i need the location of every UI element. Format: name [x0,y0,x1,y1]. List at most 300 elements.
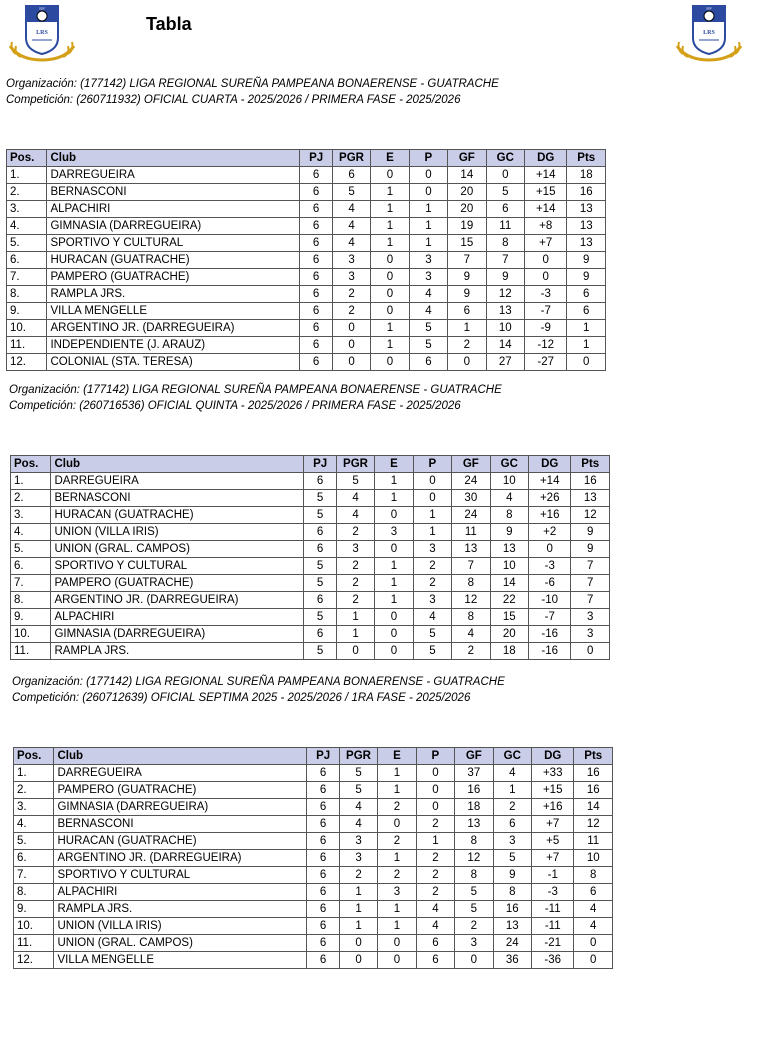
cell-pos: 9. [14,901,54,918]
cell-gc: 16 [493,901,531,918]
section-2-header [9,382,502,414]
table-row [7,167,606,184]
cell-pts: 0 [571,643,610,660]
cell-gf: 16 [455,782,493,799]
cell-p: 6 [409,354,447,371]
column-header-p: P [416,748,454,765]
column-header-gf: GF [448,150,486,167]
cell-pts: 13 [567,218,606,235]
cell-pts: 16 [571,473,610,490]
cell-gc: 10 [490,558,528,575]
column-header-gc: GC [490,456,528,473]
cell-gc: 7 [486,252,524,269]
cell-pj: 6 [300,269,332,286]
cell-dg: -16 [528,643,570,660]
cell-dg: -10 [528,592,570,609]
table-row [7,286,606,303]
cell-pts: 18 [567,167,606,184]
cell-gf: 3 [455,935,493,952]
cell-pos: 1. [7,167,47,184]
cell-gf: 15 [448,235,486,252]
cell-pos: 10. [7,320,47,337]
cell-e: 3 [378,884,416,901]
cell-gf: 0 [448,354,486,371]
column-header-dg: DG [524,150,566,167]
cell-pgr: 4 [339,799,377,816]
cell-gf: 9 [448,269,486,286]
table-row [11,507,610,524]
cell-gf: 6 [448,303,486,320]
cell-gf: 2 [455,918,493,935]
cell-gc: 15 [490,609,528,626]
cell-pj: 6 [307,867,339,884]
cell-dg: 0 [528,541,570,558]
cell-pj: 5 [304,609,336,626]
cell-gf: 8 [452,575,490,592]
cell-pgr: 0 [339,935,377,952]
cell-club: BERNASCONI [54,816,307,833]
cell-p: 2 [413,575,451,592]
cell-gc: 9 [490,524,528,541]
cell-e: 0 [371,354,409,371]
column-header-gc: GC [493,748,531,765]
cell-gc: 0 [486,167,524,184]
cell-p: 2 [413,558,451,575]
column-header-pgr: PGR [332,150,370,167]
cell-pos: 5. [7,235,47,252]
cell-dg: 0 [524,269,566,286]
table-row [14,867,613,884]
cell-club: VILLA MENGELLE [54,952,307,969]
cell-dg: +15 [531,782,573,799]
cell-gf: 12 [452,592,490,609]
column-header-dg: DG [531,748,573,765]
cell-club: VILLA MENGELLE [47,303,300,320]
cell-e: 0 [378,816,416,833]
table-row [14,901,613,918]
cell-pj: 5 [304,558,336,575]
organization-line: Organización: (177142) LIGA REGIONAL SUREÑA PAMPEANA BONAERENSE - GUATRACHE [6,78,499,90]
cell-gc: 27 [486,354,524,371]
cell-pj: 6 [300,235,332,252]
header-row [14,748,613,765]
cell-pts: 3 [571,626,610,643]
cell-pos: 7. [14,867,54,884]
cell-pj: 5 [304,575,336,592]
table-row [11,541,610,558]
cell-dg: -7 [524,303,566,320]
cell-e: 1 [371,320,409,337]
cell-pts: 0 [574,935,613,952]
column-header-e: E [371,150,409,167]
cell-pgr: 3 [339,833,377,850]
cell-pts: 9 [571,524,610,541]
cell-dg: -11 [531,901,573,918]
cell-pts: 16 [574,765,613,782]
cell-gf: 2 [452,643,490,660]
table-row [11,575,610,592]
cell-pj: 6 [307,884,339,901]
cell-pos: 8. [14,884,54,901]
cell-p: 4 [409,303,447,320]
cell-pgr: 0 [332,337,370,354]
cell-pos: 7. [11,575,51,592]
table-row [7,354,606,371]
cell-p: 5 [409,337,447,354]
cell-pgr: 0 [336,643,374,660]
cell-e: 1 [371,184,409,201]
cell-pos: 9. [7,303,47,320]
cell-pj: 6 [307,799,339,816]
column-header-pos: Pos. [7,150,47,167]
cell-pts: 7 [571,558,610,575]
cell-pos: 3. [11,507,51,524]
cell-p: 0 [416,799,454,816]
cell-gc: 9 [486,269,524,286]
cell-pts: 9 [567,252,606,269]
cell-e: 2 [378,867,416,884]
column-header-e: E [378,748,416,765]
cell-e: 0 [375,541,413,558]
svg-text:SDF: SDF [39,6,45,11]
table-row [11,609,610,626]
cell-pgr: 2 [336,592,374,609]
column-header-club: Club [51,456,304,473]
table-row [7,218,606,235]
cell-gc: 4 [490,490,528,507]
cell-pgr: 4 [332,235,370,252]
table-row [7,235,606,252]
column-header-pts: Pts [574,748,613,765]
cell-dg: +16 [531,799,573,816]
cell-p: 0 [416,765,454,782]
cell-e: 1 [378,850,416,867]
cell-gc: 3 [493,833,531,850]
cell-gc: 14 [490,575,528,592]
column-header-gf: GF [452,456,490,473]
column-header-club: Club [54,748,307,765]
cell-p: 6 [416,935,454,952]
cell-pos: 6. [11,558,51,575]
table-row [14,833,613,850]
cell-dg: -27 [524,354,566,371]
cell-pgr: 0 [332,354,370,371]
cell-gf: 7 [448,252,486,269]
cell-pts: 4 [574,901,613,918]
cell-gc: 13 [493,918,531,935]
cell-gf: 18 [455,799,493,816]
cell-p: 6 [416,952,454,969]
table-row [7,201,606,218]
cell-dg: -21 [531,935,573,952]
cell-pts: 4 [574,918,613,935]
cell-pj: 6 [300,252,332,269]
cell-pts: 9 [567,269,606,286]
competition-line: Competición: (260712639) OFICIAL SEPTIMA 2025 - 2025/2026 / 1RA FASE - 2025/2026 [12,692,471,704]
cell-gc: 5 [486,184,524,201]
cell-pj: 6 [300,320,332,337]
cell-club: BERNASCONI [51,490,304,507]
cell-dg: -12 [524,337,566,354]
cell-pj: 6 [307,901,339,918]
cell-club: HURACAN (GUATRACHE) [54,833,307,850]
cell-club: GIMNASIA (DARREGUEIRA) [51,626,304,643]
cell-club: DARREGUEIRA [54,765,307,782]
cell-pts: 14 [574,799,613,816]
cell-pts: 11 [574,833,613,850]
cell-pos: 11. [7,337,47,354]
cell-e: 1 [378,782,416,799]
cell-club: ARGENTINO JR. (DARREGUEIRA) [51,592,304,609]
cell-p: 4 [416,901,454,918]
cell-p: 0 [413,490,451,507]
cell-club: UNION (GRAL. CAMPOS) [51,541,304,558]
cell-p: 5 [413,626,451,643]
cell-e: 1 [375,473,413,490]
cell-pj: 6 [300,201,332,218]
cell-club: DARREGUEIRA [47,167,300,184]
cell-club: SPORTIVO Y CULTURAL [54,867,307,884]
cell-p: 5 [413,643,451,660]
cell-pos: 10. [11,626,51,643]
table-row [14,799,613,816]
cell-pgr: 2 [332,303,370,320]
cell-gc: 4 [493,765,531,782]
table-row [11,558,610,575]
cell-club: HURACAN (GUATRACHE) [51,507,304,524]
column-header-club: Club [47,150,300,167]
table-row [11,592,610,609]
cell-pj: 6 [307,952,339,969]
standings-table-septima [13,747,613,969]
cell-pts: 13 [571,490,610,507]
cell-pj: 6 [300,354,332,371]
cell-pos: 8. [11,592,51,609]
column-header-pos: Pos. [14,748,54,765]
table-row [11,473,610,490]
cell-pgr: 5 [339,765,377,782]
table-row [14,765,613,782]
cell-pts: 16 [574,782,613,799]
cell-club: ALPACHIRI [51,609,304,626]
cell-e: 0 [371,269,409,286]
cell-dg: +14 [528,473,570,490]
cell-e: 0 [375,626,413,643]
cell-pts: 1 [567,320,606,337]
cell-pgr: 2 [336,575,374,592]
cell-p: 3 [409,269,447,286]
cell-pgr: 4 [332,201,370,218]
cell-e: 1 [375,558,413,575]
cell-pos: 1. [11,473,51,490]
cell-pj: 6 [300,303,332,320]
cell-pgr: 1 [336,626,374,643]
cell-gf: 0 [455,952,493,969]
cell-p: 1 [416,833,454,850]
cell-p: 2 [416,850,454,867]
cell-dg: +33 [531,765,573,782]
cell-dg: +2 [528,524,570,541]
cell-pj: 6 [300,337,332,354]
cell-gf: 20 [448,201,486,218]
cell-club: UNION (GRAL. CAMPOS) [54,935,307,952]
cell-pgr: 4 [336,507,374,524]
table-row [14,884,613,901]
cell-pos: 4. [7,218,47,235]
cell-pos: 11. [14,935,54,952]
cell-gf: 1 [448,320,486,337]
cell-p: 4 [416,918,454,935]
cell-gf: 24 [452,473,490,490]
cell-club: PAMPERO (GUATRACHE) [54,782,307,799]
cell-pj: 6 [307,850,339,867]
cell-pgr: 5 [336,473,374,490]
cell-pos: 9. [11,609,51,626]
table-row [7,303,606,320]
competition-line: Competición: (260711932) OFICIAL CUARTA - 2025/2026 / PRIMERA FASE - 2025/2026 [6,94,461,106]
cell-gf: 24 [452,507,490,524]
cell-gf: 5 [455,884,493,901]
cell-gc: 18 [490,643,528,660]
cell-dg: +5 [531,833,573,850]
column-header-pj: PJ [300,150,332,167]
cell-dg: -3 [528,558,570,575]
table-row [14,952,613,969]
page-title: Tabla [146,14,192,34]
cell-pos: 5. [14,833,54,850]
cell-pgr: 1 [339,901,377,918]
cell-club: ARGENTINO JR. (DARREGUEIRA) [54,850,307,867]
cell-pj: 6 [307,833,339,850]
cell-dg: -36 [531,952,573,969]
cell-club: BERNASCONI [47,184,300,201]
cell-gc: 14 [486,337,524,354]
cell-e: 1 [371,337,409,354]
column-header-gf: GF [455,748,493,765]
cell-gc: 9 [493,867,531,884]
cell-pos: 6. [14,850,54,867]
cell-gc: 8 [486,235,524,252]
cell-e: 1 [378,901,416,918]
cell-club: INDEPENDIENTE (J. ARAUZ) [47,337,300,354]
svg-text:LRS: LRS [36,30,48,36]
cell-pos: 12. [7,354,47,371]
cell-e: 0 [371,303,409,320]
cell-pos: 10. [14,918,54,935]
cell-gf: 30 [452,490,490,507]
standings-table-quinta [10,455,610,660]
cell-pj: 6 [304,592,336,609]
cell-dg: +8 [524,218,566,235]
column-header-e: E [375,456,413,473]
cell-gc: 10 [486,320,524,337]
cell-pts: 12 [574,816,613,833]
cell-dg: -3 [524,286,566,303]
table-row [7,184,606,201]
cell-gc: 8 [490,507,528,524]
cell-p: 0 [409,184,447,201]
cell-club: COLONIAL (STA. TERESA) [47,354,300,371]
cell-gc: 6 [486,201,524,218]
cell-gf: 7 [452,558,490,575]
cell-club: PAMPERO (GUATRACHE) [47,269,300,286]
cell-gf: 37 [455,765,493,782]
cell-pj: 6 [304,473,336,490]
cell-gc: 20 [490,626,528,643]
table-row [14,782,613,799]
cell-dg: +14 [524,201,566,218]
cell-p: 3 [409,252,447,269]
cell-pj: 6 [307,816,339,833]
cell-dg: +7 [524,235,566,252]
cell-gc: 2 [493,799,531,816]
cell-pj: 6 [300,184,332,201]
cell-e: 2 [378,833,416,850]
cell-pts: 6 [567,303,606,320]
cell-gc: 5 [493,850,531,867]
cell-club: UNION (VILLA IRIS) [51,524,304,541]
cell-club: ALPACHIRI [54,884,307,901]
cell-club: SPORTIVO Y CULTURAL [47,235,300,252]
header-row [11,456,610,473]
cell-pj: 6 [304,626,336,643]
cell-e: 1 [371,201,409,218]
cell-pgr: 0 [332,320,370,337]
cell-pgr: 1 [336,609,374,626]
table-row [14,918,613,935]
cell-pos: 1. [14,765,54,782]
cell-club: PAMPERO (GUATRACHE) [51,575,304,592]
cell-dg: -16 [528,626,570,643]
cell-pgr: 3 [332,269,370,286]
cell-gc: 1 [493,782,531,799]
cell-e: 1 [375,592,413,609]
cell-gc: 13 [490,541,528,558]
organization-line: Organización: (177142) LIGA REGIONAL SUREÑA PAMPEANA BONAERENSE - GUATRACHE [12,676,505,688]
cell-p: 0 [413,473,451,490]
column-header-gc: GC [486,150,524,167]
cell-e: 0 [371,167,409,184]
cell-pgr: 1 [339,884,377,901]
cell-club: RAMPLA JRS. [54,901,307,918]
cell-p: 3 [413,541,451,558]
cell-dg: -1 [531,867,573,884]
cell-p: 0 [416,782,454,799]
cell-pts: 7 [571,575,610,592]
cell-club: ARGENTINO JR. (DARREGUEIRA) [47,320,300,337]
cell-p: 2 [416,816,454,833]
cell-e: 1 [371,218,409,235]
cell-club: HURACAN (GUATRACHE) [47,252,300,269]
column-header-p: P [413,456,451,473]
table-row [14,816,613,833]
table-row [11,490,610,507]
column-header-pgr: PGR [339,748,377,765]
cell-dg: +14 [524,167,566,184]
cell-pos: 3. [7,201,47,218]
cell-pgr: 3 [336,541,374,558]
cell-e: 0 [378,935,416,952]
cell-e: 1 [375,490,413,507]
cell-gc: 36 [493,952,531,969]
league-logo-right [673,2,745,64]
cell-e: 2 [378,799,416,816]
cell-e: 1 [378,918,416,935]
cell-e: 0 [375,507,413,524]
table-row [14,850,613,867]
cell-gc: 13 [486,303,524,320]
cell-club: GIMNASIA (DARREGUEIRA) [47,218,300,235]
